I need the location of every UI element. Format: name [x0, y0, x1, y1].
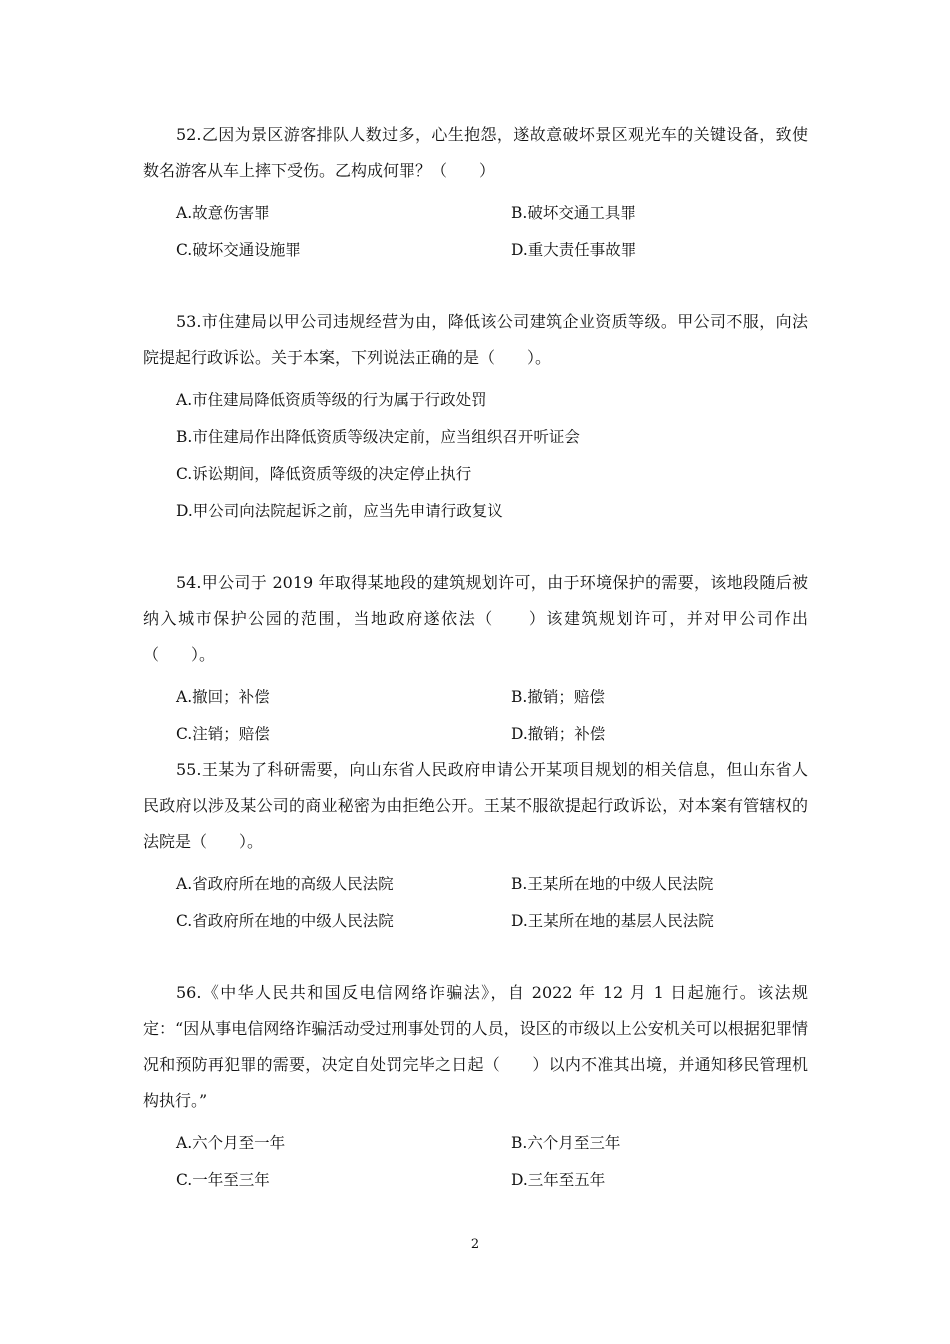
option-b: B.市住建局作出降低资质等级决定前，应当组织召开听证会 — [176, 427, 580, 446]
option-a: A.故意伤害罪 — [176, 203, 270, 222]
option-list — [143, 193, 808, 267]
option-b: B.王某所在地的中级人民法院 — [511, 874, 714, 893]
option-row — [143, 491, 808, 528]
option-a: A.六个月至一年 — [176, 1133, 286, 1152]
option-list — [143, 864, 808, 938]
option-a: A.市住建局降低资质等级的行为属于行政处罚 — [176, 390, 487, 409]
option-c: C.一年至三年 — [176, 1170, 270, 1189]
question-stem: 53.市住建局以甲公司违规经营为由，降低该公司建筑企业资质等级。甲公司不服，向法院提起行政诉讼。关于本案，下列说法正确的是（ ）。 — [143, 312, 808, 367]
option-c: C.诉讼期间，降低资质等级的决定停止执行 — [176, 464, 472, 483]
option-row — [143, 454, 808, 491]
question-55 — [143, 752, 808, 938]
question-54 — [143, 565, 808, 751]
question-stem: 56.《中华人民共和国反电信网络诈骗法》，自 2022 年 12 月 1 日起施行。该法规定：“因从事电信网络诈骗活动受过刑事处罚的人员，设区的市级以上公安机关可以根据犯罪情况和预防再犯罪的需要，决定自处罚完毕之日起（ ）以内不准其出境，并通知移民管理机构执行。” — [143, 983, 808, 1110]
option-list — [143, 1123, 808, 1197]
option-row — [143, 677, 808, 714]
option-a: A.省政府所在地的高级人民法院 — [176, 874, 394, 893]
option-c: C.注销；赔偿 — [176, 724, 270, 743]
page-number: 2 — [470, 1237, 480, 1252]
option-row — [143, 714, 808, 751]
option-b: B.六个月至三年 — [511, 1133, 621, 1152]
option-d: D.三年至五年 — [511, 1170, 606, 1189]
question-52 — [143, 117, 808, 267]
option-row — [143, 1160, 808, 1197]
option-b: B.撤销；赔偿 — [511, 687, 605, 706]
option-d: D.王某所在地的基层人民法院 — [511, 911, 714, 930]
option-d: D.重大责任事故罪 — [511, 240, 637, 259]
option-row — [143, 230, 808, 267]
question-stem: 52.乙因为景区游客排队人数过多，心生抱怨，遂故意破坏景区观光车的关键设备，致使数名游客从车上摔下受伤。乙构成何罪？（ ） — [143, 125, 808, 180]
option-list — [143, 677, 808, 751]
question-53 — [143, 304, 808, 528]
question-stem: 55.王某为了科研需要，向山东省人民政府申请公开某项目规划的相关信息，但山东省人民政府以涉及某公司的商业秘密为由拒绝公开。王某不服欲提起行政诉讼，对本案有管辖权的法院是（ ）。 — [143, 760, 808, 851]
option-row — [143, 417, 808, 454]
option-b: B.破坏交通工具罪 — [511, 203, 636, 222]
option-row — [143, 901, 808, 938]
option-c: C.破坏交通设施罪 — [176, 240, 301, 259]
option-row — [143, 1123, 808, 1160]
option-row — [143, 193, 808, 230]
option-c: C.省政府所在地的中级人民法院 — [176, 911, 394, 930]
question-56 — [143, 975, 808, 1197]
option-a: A.撤回；补偿 — [176, 687, 270, 706]
option-d: D.撤销；补偿 — [511, 724, 606, 743]
option-list — [143, 380, 808, 528]
option-row — [143, 864, 808, 901]
option-d: D.甲公司向法院起诉之前，应当先申请行政复议 — [176, 501, 503, 520]
option-row — [143, 380, 808, 417]
question-stem: 54.甲公司于 2019 年取得某地段的建筑规划许可，由于环境保护的需要，该地段随后被纳入城市保护公园的范围，当地政府遂依法（ ）该建筑规划许可，并对甲公司作出（ ）。 — [143, 573, 808, 664]
